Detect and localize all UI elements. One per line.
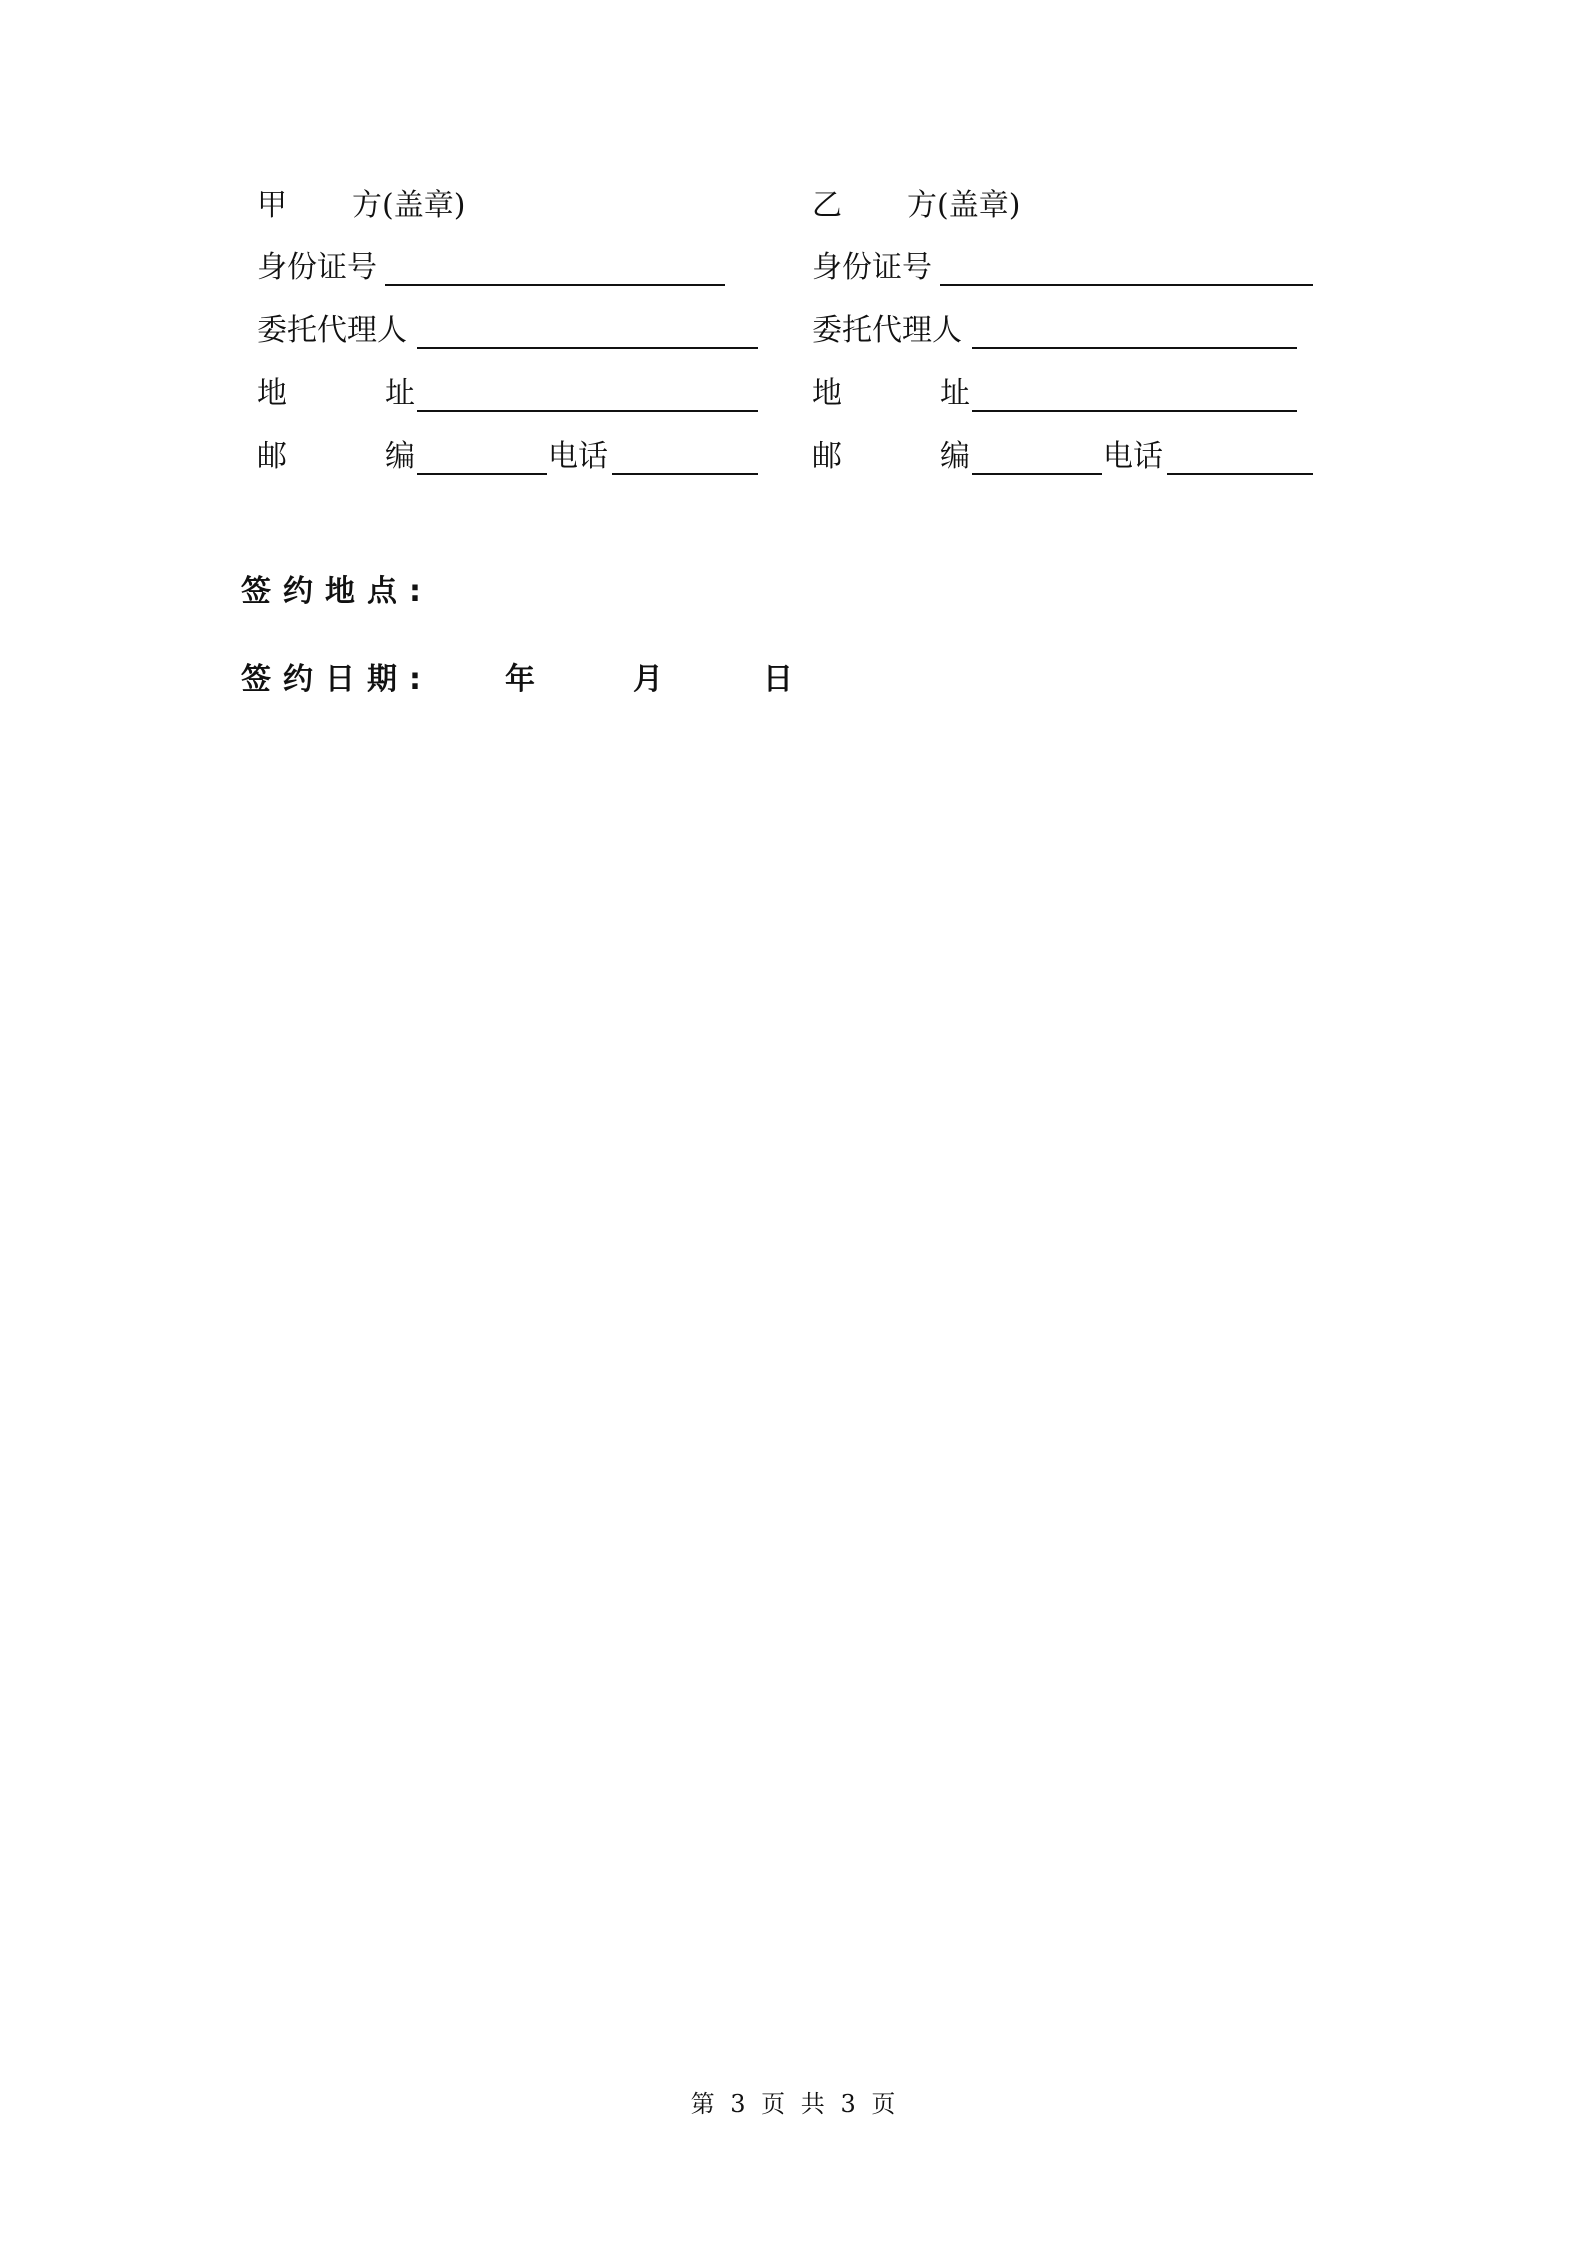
party-b-name-label-1: 乙: [812, 188, 842, 223]
party-b-postcode-blank[interactable]: [972, 473, 1102, 475]
party-a-name-label-1: 甲: [257, 188, 287, 223]
signing-place-label: 签约地点:: [241, 574, 433, 609]
party-a-postcode-label-2: 编: [385, 439, 415, 474]
party-b-postcode-label-2: 编: [940, 439, 970, 474]
party-a-name-label-2: 方(盖章): [352, 188, 466, 223]
signing-date-label: 签约日期:: [241, 662, 433, 697]
party-b-postcode-label-1: 邮: [812, 439, 842, 474]
party-b-address-blank[interactable]: [972, 410, 1297, 412]
party-b-name-label-2: 方(盖章): [907, 188, 1021, 223]
party-b-agent-blank[interactable]: [972, 347, 1297, 349]
party-a-postcode-blank[interactable]: [417, 473, 547, 475]
party-a-phone-blank[interactable]: [612, 473, 758, 475]
party-b-id-blank[interactable]: [940, 284, 1313, 286]
party-a-agent-blank[interactable]: [417, 347, 758, 349]
party-b-address-label-2: 址: [940, 376, 970, 411]
party-a-address-label-2: 址: [385, 376, 415, 411]
party-b-agent-label: 委托代理人: [812, 313, 962, 348]
party-b-id-label: 身份证号: [812, 250, 932, 285]
signing-day: 日: [763, 662, 793, 697]
party-a-phone-label: 电话: [548, 439, 608, 474]
party-b-phone-blank[interactable]: [1167, 473, 1313, 475]
party-a-agent-label: 委托代理人: [257, 313, 407, 348]
signing-month: 月: [633, 662, 663, 697]
party-a-id-label: 身份证号: [257, 250, 377, 285]
party-a-id-blank[interactable]: [385, 284, 725, 286]
party-b-phone-label: 电话: [1103, 439, 1163, 474]
signing-year: 年: [505, 662, 535, 697]
party-a-address-blank[interactable]: [417, 410, 758, 412]
party-a-postcode-label-1: 邮: [257, 439, 287, 474]
party-a-address-label-1: 地: [257, 376, 287, 411]
page-number-footer: 第 3 页 共 3 页: [690, 2090, 896, 2118]
party-b-address-label-1: 地: [812, 376, 842, 411]
